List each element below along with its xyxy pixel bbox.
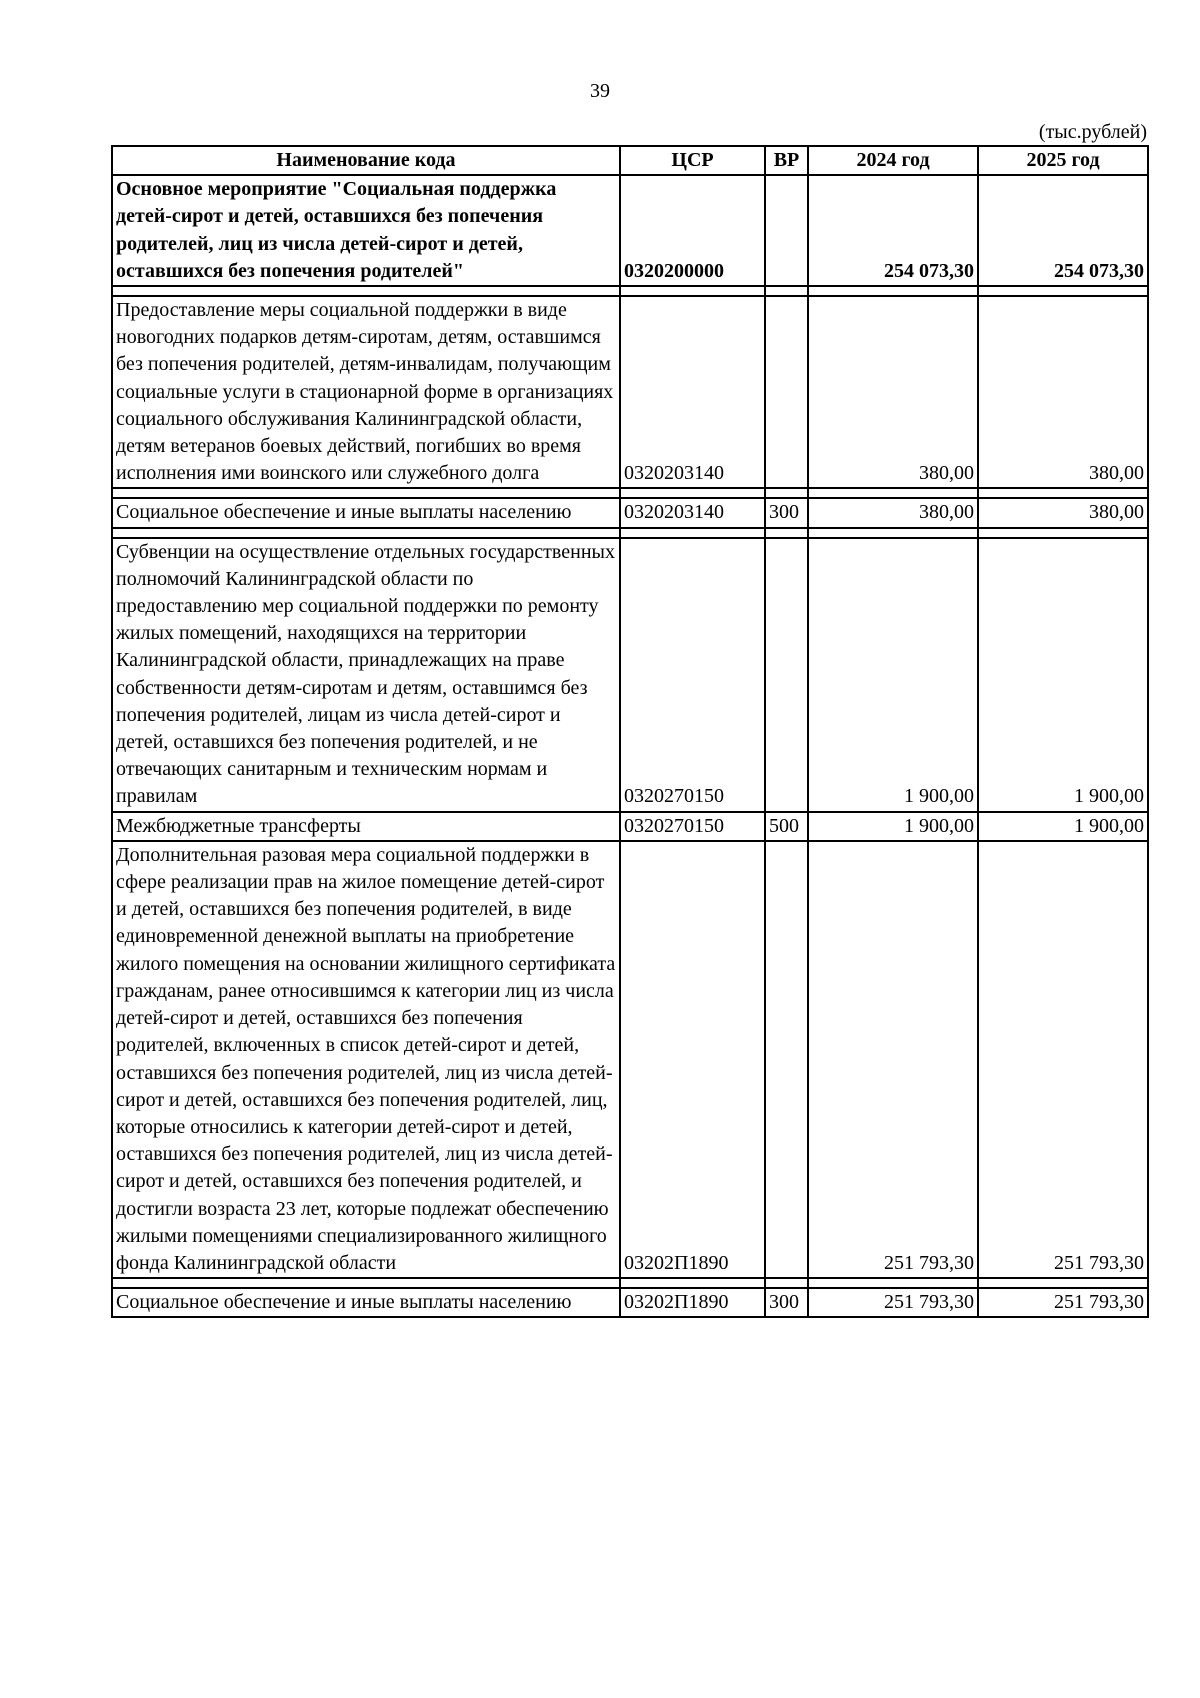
table-row	[112, 296, 1148, 488]
table-row	[112, 841, 1148, 1278]
units-label: (тыс.рублей)	[1038, 121, 1147, 143]
row-vr	[765, 296, 808, 488]
row-2025: 251 793,30	[978, 841, 1148, 1278]
row-2025: 380,00	[978, 498, 1148, 527]
row-2025: 1 900,00	[978, 812, 1148, 841]
row-name: Дополнительная разовая мера социальной поддержки в сфере реализации прав на жилое помещение детей-сирот и детей, оставшихся без попечения родителей, в виде единовременной денежной выплаты на приобретение жилого помещения на основании жилищного сертификата гражданам, ранее относившимся к категории лиц из числа детей-сирот и детей, оставшихся без попечения родителей, включенных в список детей-сирот и детей, оставшихся без попечения родителей, лиц из числа детей-сирот и детей, оставшихся без попечения родителей, лиц, которые относились к категории детей-сирот и детей, оставшихся без попечения родителей, лиц из числа детей-сирот и детей, оставшихся без попечения родителей, и достигли возраста 23 лет, которые подлежат обеспечению жилыми помещениями специализированного жилищного фонда Калининградской области	[112, 841, 620, 1278]
header-2024: 2024 год	[808, 146, 978, 175]
row-name: Межбюджетные трансферты	[112, 812, 620, 841]
row-csr: 0320270150	[620, 812, 765, 841]
row-vr	[765, 175, 808, 286]
row-csr: 03202П1890	[620, 1288, 765, 1317]
row-spacer	[112, 286, 1148, 296]
header-vr: ВР	[765, 146, 808, 175]
row-2024: 251 793,30	[808, 1288, 978, 1317]
row-2024: 254 073,30	[808, 175, 978, 286]
row-2025: 251 793,30	[978, 1288, 1148, 1317]
row-name: Социальное обеспечение и иные выплаты населению	[112, 1288, 620, 1317]
row-csr: 0320203140	[620, 498, 765, 527]
row-csr: 0320203140	[620, 296, 765, 488]
row-2024: 380,00	[808, 498, 978, 527]
row-csr: 03202П1890	[620, 841, 765, 1278]
table-row	[112, 1288, 1148, 1317]
row-2025: 1 900,00	[978, 538, 1148, 812]
table-row	[112, 538, 1148, 812]
row-vr: 300	[765, 498, 808, 527]
page-number: 39	[590, 80, 610, 102]
row-vr: 500	[765, 812, 808, 841]
row-vr	[765, 841, 808, 1278]
header-name: Наименование кода	[112, 146, 620, 175]
row-2024: 1 900,00	[808, 812, 978, 841]
row-name: Субвенции на осуществление отдельных государственных полномочий Калининградской области по предоставлению мер социальной поддержки по ремонту жилых помещений, находящихся на территории Калининградской области, принадлежащих на праве собственности детям-сиротам и детям, оставшимся без попечения родителей, лицам из числа детей-сирот и детей, оставшихся без попечения родителей, и не отвечающих санитарным и техническим нормам и правилам	[112, 538, 620, 812]
row-name: Социальное обеспечение и иные выплаты населению	[112, 498, 620, 527]
row-2024: 251 793,30	[808, 841, 978, 1278]
row-2025: 254 073,30	[978, 175, 1148, 286]
budget-table	[111, 145, 1149, 1318]
table-header-row	[112, 146, 1148, 175]
row-csr: 0320270150	[620, 538, 765, 812]
row-spacer	[112, 1278, 1148, 1288]
table-row	[112, 812, 1148, 841]
table-row	[112, 498, 1148, 527]
row-vr: 300	[765, 1288, 808, 1317]
row-spacer	[112, 528, 1148, 538]
row-vr	[765, 538, 808, 812]
row-2024: 380,00	[808, 296, 978, 488]
header-2025: 2025 год	[978, 146, 1148, 175]
row-2024: 1 900,00	[808, 538, 978, 812]
header-csr: ЦСР	[620, 146, 765, 175]
table-row	[112, 175, 1148, 286]
row-spacer	[112, 488, 1148, 498]
row-name: Предоставление меры социальной поддержки в виде новогодних подарков детям-сиротам, детям, оставшимся без попечения родителей, детям-инвалидам, получающим социальные услуги в стационарной форме в организациях социального обслуживания Калининградской области, детям ветеранов боевых действий, погибших во время исполнения ими воинского или служебного долга	[112, 296, 620, 488]
row-name: Основное мероприятие "Социальная поддержка детей-сирот и детей, оставшихся без попечения родителей, лиц из числа детей-сирот и детей, оставшихся без попечения родителей"	[112, 175, 620, 286]
row-csr: 0320200000	[620, 175, 765, 286]
row-2025: 380,00	[978, 296, 1148, 488]
